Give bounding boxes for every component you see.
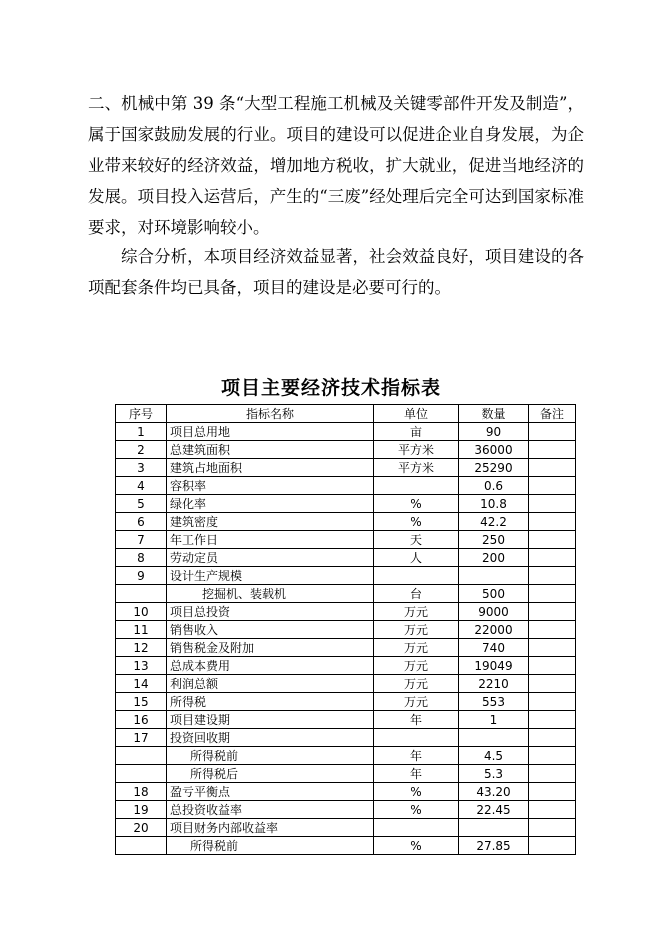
row-number: 1 [116, 423, 167, 441]
row-quantity: 4.5 [459, 747, 529, 765]
row-quantity: 43.20 [459, 783, 529, 801]
row-quantity [459, 819, 529, 837]
row-name: 投资回收期 [167, 729, 374, 747]
table-row [116, 837, 576, 855]
table-row [116, 495, 576, 513]
table-row [116, 441, 576, 459]
row-number: 10 [116, 603, 167, 621]
row-unit: 万元 [374, 675, 459, 693]
table-header-row [116, 405, 576, 423]
row-number: 4 [116, 477, 167, 495]
row-note [529, 567, 576, 585]
table-row [116, 621, 576, 639]
row-quantity: 500 [459, 585, 529, 603]
row-number: 7 [116, 531, 167, 549]
row-number [116, 837, 167, 855]
row-number: 3 [116, 459, 167, 477]
row-note [529, 837, 576, 855]
row-name: 销售税金及附加 [167, 639, 374, 657]
row-unit: % [374, 783, 459, 801]
row-number [116, 747, 167, 765]
row-number: 5 [116, 495, 167, 513]
table-row [116, 603, 576, 621]
row-quantity: 22.45 [459, 801, 529, 819]
row-number [116, 585, 167, 603]
row-name: 总建筑面积 [167, 441, 374, 459]
row-note [529, 639, 576, 657]
row-note [529, 621, 576, 639]
table-row [116, 657, 576, 675]
row-name: 所得税后 [167, 765, 374, 783]
table-row [116, 801, 576, 819]
row-unit: 平方米 [374, 459, 459, 477]
row-unit: % [374, 801, 459, 819]
row-note [529, 477, 576, 495]
row-number: 14 [116, 675, 167, 693]
row-note [529, 441, 576, 459]
row-note [529, 495, 576, 513]
table-row [116, 783, 576, 801]
row-name: 利润总额 [167, 675, 374, 693]
table-row [116, 585, 576, 603]
row-quantity: 25290 [459, 459, 529, 477]
row-unit: 万元 [374, 621, 459, 639]
row-name: 项目总投资 [167, 603, 374, 621]
table-row [116, 531, 576, 549]
table-row [116, 819, 576, 837]
row-number [116, 765, 167, 783]
row-note [529, 693, 576, 711]
row-note [529, 531, 576, 549]
row-name: 总成本费用 [167, 657, 374, 675]
row-name: 绿化率 [167, 495, 374, 513]
row-quantity: 250 [459, 531, 529, 549]
row-unit [374, 567, 459, 585]
row-name: 项目建设期 [167, 711, 374, 729]
table-row [116, 747, 576, 765]
row-unit: % [374, 513, 459, 531]
header-no: 序号 [116, 405, 167, 423]
row-number: 17 [116, 729, 167, 747]
row-quantity: 10.8 [459, 495, 529, 513]
row-name: 建筑密度 [167, 513, 374, 531]
row-quantity: 2210 [459, 675, 529, 693]
table-row [116, 549, 576, 567]
row-number: 13 [116, 657, 167, 675]
table-row [116, 459, 576, 477]
table-row [116, 477, 576, 495]
row-note [529, 603, 576, 621]
row-name: 所得税 [167, 693, 374, 711]
row-name: 容积率 [167, 477, 374, 495]
row-quantity: 22000 [459, 621, 529, 639]
row-name: 项目总用地 [167, 423, 374, 441]
row-unit: % [374, 837, 459, 855]
row-number: 8 [116, 549, 167, 567]
row-quantity: 27.85 [459, 837, 529, 855]
paragraph-1: 二、机械中第 39 条“大型工程施工机械及关键零部件开发及制造”，属于国家鼓励发展的行业。项目的建设可以促进企业自身发展，为企业带来较好的经济效益，增加地方税收，扩大就业，促进当地经济的发展。项目投入运营后，产生的“三废”经处理后完全可达到国家标准要求，对环境影响较小。 [88, 94, 584, 237]
row-number: 19 [116, 801, 167, 819]
row-unit: 万元 [374, 693, 459, 711]
row-note [529, 459, 576, 477]
row-unit: 万元 [374, 603, 459, 621]
row-quantity [459, 729, 529, 747]
row-quantity: 1 [459, 711, 529, 729]
row-unit: 年 [374, 747, 459, 765]
row-number: 2 [116, 441, 167, 459]
row-name: 项目财务内部收益率 [167, 819, 374, 837]
row-unit: 年 [374, 765, 459, 783]
table-row [116, 765, 576, 783]
table-title: 项目主要经济技术指标表 [220, 377, 441, 399]
table-row [116, 423, 576, 441]
table-row [116, 639, 576, 657]
indicator-table [115, 404, 576, 855]
row-note [529, 549, 576, 567]
row-number: 15 [116, 693, 167, 711]
table-row [116, 567, 576, 585]
row-note [529, 423, 576, 441]
row-name: 所得税前 [167, 747, 374, 765]
row-quantity: 19049 [459, 657, 529, 675]
row-unit: % [374, 495, 459, 513]
row-unit: 年 [374, 711, 459, 729]
row-note [529, 585, 576, 603]
row-number: 9 [116, 567, 167, 585]
row-note [529, 657, 576, 675]
row-note [529, 801, 576, 819]
row-unit: 人 [374, 549, 459, 567]
row-quantity: 9000 [459, 603, 529, 621]
row-name: 设计生产规模 [167, 567, 374, 585]
row-note [529, 765, 576, 783]
row-name: 建筑占地面积 [167, 459, 374, 477]
row-unit: 万元 [374, 657, 459, 675]
paragraph-2: 综合分析，本项目经济效益显著，社会效益良好，项目建设的各项配套条件均已具备，项目的建设是必要可行的。 [88, 247, 584, 297]
row-unit [374, 729, 459, 747]
table-row [116, 513, 576, 531]
row-unit: 台 [374, 585, 459, 603]
row-unit: 亩 [374, 423, 459, 441]
row-quantity: 740 [459, 639, 529, 657]
row-name: 总投资收益率 [167, 801, 374, 819]
row-quantity: 90 [459, 423, 529, 441]
row-note [529, 819, 576, 837]
row-name: 年工作日 [167, 531, 374, 549]
row-number: 20 [116, 819, 167, 837]
row-number: 11 [116, 621, 167, 639]
row-note [529, 729, 576, 747]
row-note [529, 675, 576, 693]
row-unit [374, 477, 459, 495]
header-qty: 数量 [459, 405, 529, 423]
row-name: 所得税前 [167, 837, 374, 855]
row-name: 挖掘机、装载机 [167, 585, 374, 603]
table-row [116, 693, 576, 711]
row-number: 6 [116, 513, 167, 531]
row-number: 18 [116, 783, 167, 801]
header-name: 指标名称 [167, 405, 374, 423]
header-note: 备注 [529, 405, 576, 423]
row-quantity: 36000 [459, 441, 529, 459]
table-row [116, 711, 576, 729]
table-row [116, 729, 576, 747]
row-unit: 万元 [374, 639, 459, 657]
row-quantity: 5.3 [459, 765, 529, 783]
row-number: 12 [116, 639, 167, 657]
row-unit [374, 819, 459, 837]
row-quantity [459, 567, 529, 585]
row-number: 16 [116, 711, 167, 729]
row-note [529, 513, 576, 531]
row-note [529, 783, 576, 801]
table-row [116, 675, 576, 693]
header-unit: 单位 [374, 405, 459, 423]
row-quantity: 553 [459, 693, 529, 711]
row-name: 销售收入 [167, 621, 374, 639]
row-quantity: 200 [459, 549, 529, 567]
row-name: 盈亏平衡点 [167, 783, 374, 801]
row-quantity: 42.2 [459, 513, 529, 531]
row-note [529, 747, 576, 765]
row-unit: 平方米 [374, 441, 459, 459]
row-unit: 天 [374, 531, 459, 549]
row-quantity: 0.6 [459, 477, 529, 495]
row-name: 劳动定员 [167, 549, 374, 567]
row-note [529, 711, 576, 729]
